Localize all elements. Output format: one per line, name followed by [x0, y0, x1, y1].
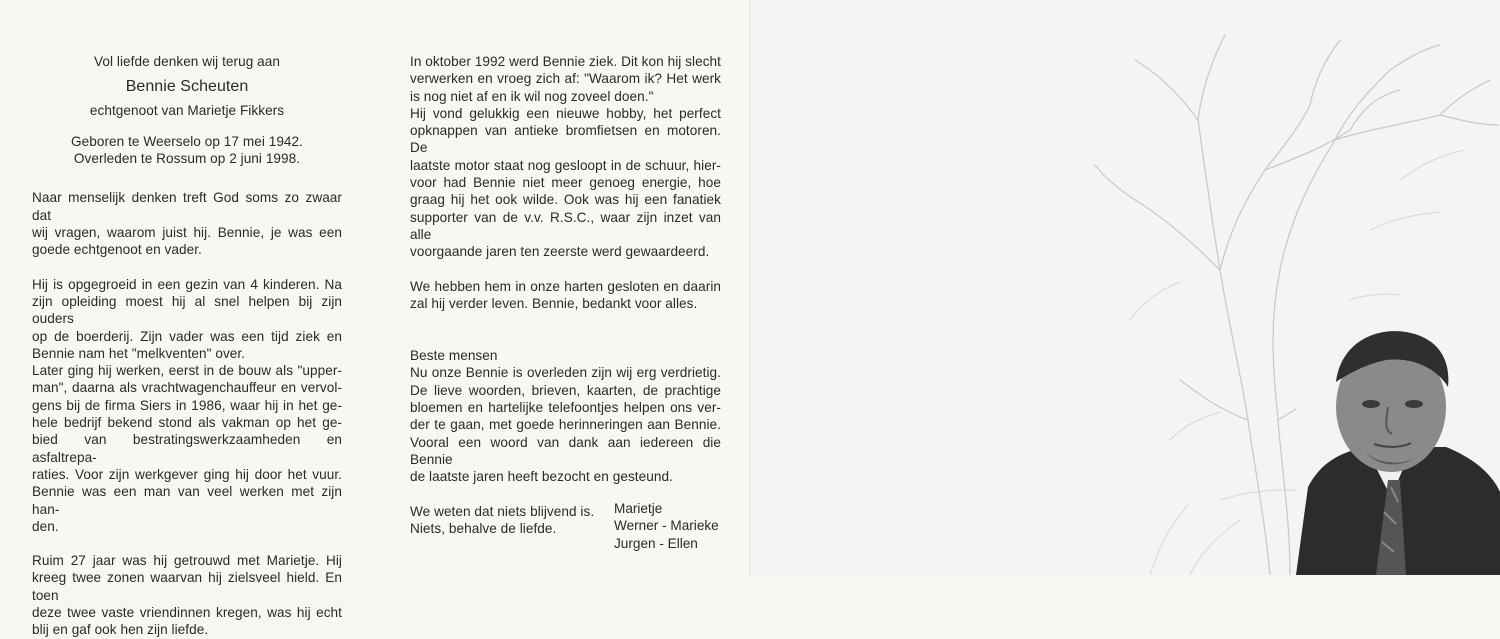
- text-line: We hebben hem in onze harten gesloten en daarin: [410, 278, 721, 294]
- text-line: Bennie was een man van veel werken met zijn han-: [32, 484, 342, 517]
- text-line: graag hij het ook wilde. Ook was hij een fanatiek: [410, 192, 721, 208]
- left-paragraph-1: [32, 189, 342, 258]
- text-line: op de boerderij. Zijn vader was een tijd ziek en: [32, 328, 342, 344]
- text-line: verwerken en vroeg zich af: "Waarom ik? Het werk: [410, 71, 721, 87]
- signature-line: Werner - Marieke: [614, 518, 719, 534]
- text-line: goede echtgenoot en vader.: [32, 242, 202, 258]
- spouse-line: echtgenoot van Marietje Fikkers: [89, 102, 285, 118]
- text-line: zijn opleiding moest hij al snel helpen bij zijn ouders: [32, 293, 342, 327]
- portrait-photo: [1296, 312, 1500, 575]
- signature-block: [614, 500, 719, 552]
- birth-line: Geboren te Weerselo op 17 mei 1942.: [71, 133, 303, 149]
- text-line: raties. Voor zijn werkgever ging hij door het vuur.: [32, 466, 342, 482]
- left-text-column: [32, 53, 342, 639]
- text-line: man", daarna als vrachtwagenchauffeur en vervol-: [32, 380, 342, 396]
- text-line: laatste motor staat nog gesloopt in de schuur, hier-: [410, 157, 721, 173]
- text-line: supporter van de v.v. R.S.C., waar zijn inzet van alle: [410, 209, 721, 242]
- text-line: de laatste jaren heeft bezocht en gesteund.: [410, 469, 673, 485]
- text-line: bloemen en hartelijke telefoontjes helpen ons ver-: [410, 400, 721, 416]
- text-line: Later ging hij werken, eerst in de bouw als "upper-: [32, 363, 342, 379]
- text-line: Ruim 27 jaar was hij getrouwd met Marietje. Hij: [32, 553, 342, 569]
- death-line: Overleden te Rossum op 2 juni 1998.: [73, 151, 301, 167]
- text-line: hele bedrijf bekend stond als vakman op het ge-: [32, 415, 342, 431]
- deceased-name: Bennie Scheuten: [125, 78, 249, 96]
- text-line: voorgaande jaren ten zeerste werd gewaardeerd.: [410, 244, 710, 260]
- intro-line: Vol liefde denken wij terug aan: [94, 54, 280, 69]
- text-line: Hij vond gelukkig een nieuwe hobby, het perfect: [410, 105, 721, 121]
- text-line: blij en gaf ook hen zijn liefde.: [32, 622, 209, 638]
- text-line: kreeg twee zonen waarvan hij zielsveel hield. En toen: [32, 570, 342, 603]
- text-line: We weten dat niets blijvend is.: [410, 503, 595, 519]
- right-paragraph-3: [410, 347, 721, 485]
- text-line: Nu onze Bennie is overleden zijn wij erg verdrietig.: [410, 365, 721, 381]
- text-line: opknappen van antieke bromfietsen en motoren. De: [410, 123, 721, 156]
- text-line: Hij is opgegroeid in een gezin van 4 kinderen. Na: [32, 276, 342, 292]
- text-line: der te gaan, met goede herinneringen aan Bennie.: [410, 417, 721, 433]
- text-line: Vooral een woord van dank aan iedereen die Bennie: [410, 434, 721, 467]
- right-paragraph-1: [410, 53, 721, 261]
- signature-line: Jurgen - Ellen: [614, 535, 698, 551]
- text-line: Beste mensen: [410, 348, 498, 364]
- right-paragraph-2: [410, 278, 721, 313]
- text-line: bied van bestratingswerkzaamheden en asfaltrepa-: [32, 432, 342, 465]
- signature-line: Marietje: [614, 501, 663, 516]
- text-line: Bennie nam het "melkventen" over.: [32, 345, 246, 361]
- text-line: Naar menselijk denken treft God soms zo zwaar dat: [32, 190, 342, 223]
- text-line: den.: [32, 518, 59, 534]
- right-text-column: [410, 53, 721, 537]
- text-line: Niets, behalve de liefde.: [410, 520, 557, 536]
- text-line: zal hij verder leven. Bennie, bedankt voor alles.: [410, 295, 698, 311]
- text-line: is nog niet af en ik wil nog zoveel doen.": [410, 88, 654, 104]
- header-block: [32, 53, 342, 167]
- text-line: voor had Bennie niet meer genoeg energie, hoe: [410, 175, 721, 191]
- left-paragraph-3: [32, 552, 342, 638]
- text-line: wij vragen, waarom juist hij. Bennie, je was een: [32, 225, 342, 241]
- text-line: gens bij de firma Siers in 1986, waar hij in het ge-: [32, 397, 342, 413]
- text-line: deze twee vaste vriendinnen kregen, was hij echt: [32, 605, 342, 621]
- text-line: De lieve woorden, brieven, kaarten, de prachtige: [410, 382, 721, 398]
- text-line: In oktober 1992 werd Bennie ziek. Dit kon hij slecht: [410, 54, 721, 69]
- left-paragraph-2: [32, 276, 342, 535]
